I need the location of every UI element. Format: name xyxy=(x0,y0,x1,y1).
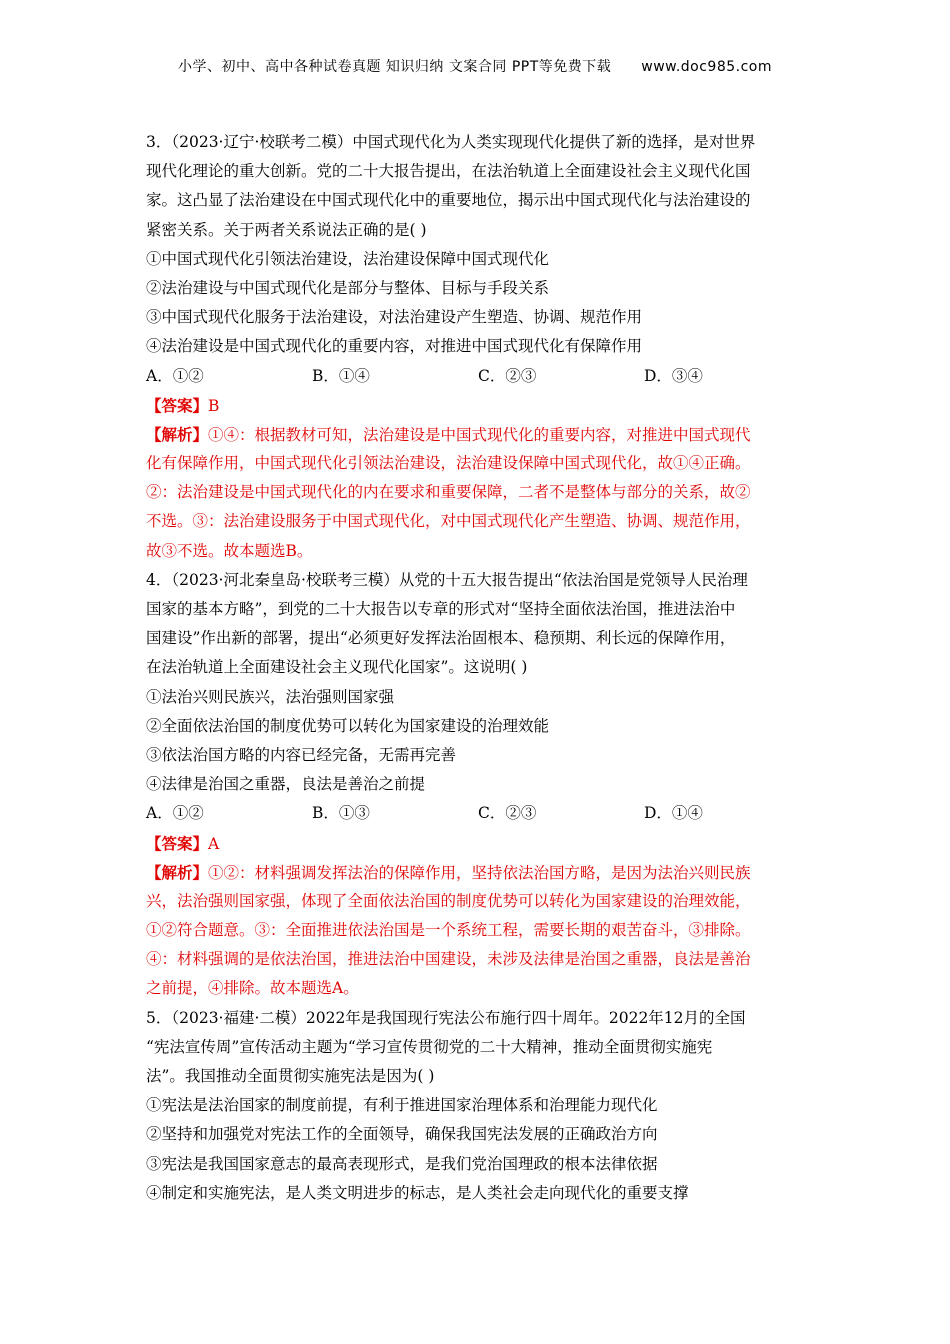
option-a: A．①② xyxy=(146,366,204,385)
question-stem-line: 3．（2023·辽宁·校联考二模）中国式现代化为人类实现现代化提供了新的选择，是对世界 xyxy=(146,133,756,151)
analysis-line: 之前提，④排除。故本题选A。 xyxy=(146,979,359,998)
answer-line xyxy=(146,829,816,858)
option-a: A．①② xyxy=(146,804,204,823)
answer-options xyxy=(146,362,816,391)
question-stem-line: 法”。我国推动全面贯彻实施宪法是因为( ) xyxy=(146,1067,435,1085)
analysis-line xyxy=(146,420,816,449)
answer-value: B xyxy=(208,396,220,415)
statement: ②坚持和加强党对宪法工作的全面领导，确保我国宪法发展的正确政治方向 xyxy=(146,1125,658,1144)
statement: ④法治建设是中国式现代化的重要内容，对推进中国式现代化有保障作用 xyxy=(146,337,643,356)
question-3 xyxy=(146,128,816,566)
question-stem-line: 现代化理论的重大创新。党的二十大报告提出，在法治轨道上全面建设社会主义现代化国 xyxy=(146,162,751,181)
question-stem-line: “宪法宣传周”宣传活动主题为“学习宣传贯彻党的二十大精神，推动全面贯彻实施宪 xyxy=(146,1037,713,1056)
answer-options xyxy=(146,799,816,828)
analysis-line: ②：法治建设是中国式现代化的内在要求和重要保障，二者不是整体与部分的关系，故② xyxy=(146,483,751,502)
question-stem-line: 在法治轨道上全面建设社会主义现代化国家”。这说明( ) xyxy=(146,658,528,677)
analysis-line: ④：材料强调的是依法治国，推进法治中国建设，未涉及法律是治国之重器，良法是善治 xyxy=(146,950,751,969)
header-site[interactable]: www.doc985.com xyxy=(641,59,773,75)
statement: ④法律是治国之重器，良法是善治之前提 xyxy=(146,775,426,794)
statement: ④制定和实施宪法，是人类文明进步的标志，是人类社会走向现代化的重要支撑 xyxy=(146,1183,689,1202)
page-header xyxy=(0,56,950,76)
statement: ②法治建设与中国式现代化是部分与整体、目标与手段关系 xyxy=(146,278,550,297)
question-stem-line: 5．（2023·福建·二模）2022年是我国现行宪法公布施行四十周年。2022年12月的全国 xyxy=(146,1008,746,1027)
analysis-text: ①④：根据教材可知，法治建设是中国式现代化的重要内容，对推进中国式现代 xyxy=(208,425,751,444)
analysis-line: 故③不选。故本题选B。 xyxy=(146,541,313,560)
question-stem-line: 国家的基本方略”，到党的二十大报告以专章的形式对“坚持全面依法治国，推进法治中 xyxy=(146,600,736,618)
header-text: 小学、初中、高中各种试卷真题 知识归纳 文案合同 PPT等免费下载 xyxy=(177,59,612,75)
statement: ①宪法是法治国家的制度前提，有利于推进国家治理体系和治理能力现代化 xyxy=(146,1096,658,1115)
analysis-tag: 【解析】 xyxy=(146,862,209,882)
document-body xyxy=(146,128,816,1208)
statement: ③中国式现代化服务于法治建设，对法治建设产生塑造、协调、规范作用 xyxy=(146,308,643,327)
analysis-text: ①②：材料强调发挥法治的保障作用，坚持依法治国方略，是因为法治兴则民族 xyxy=(208,863,751,882)
answer-value: A xyxy=(208,834,220,853)
analysis-tag: 【解析】 xyxy=(146,424,209,444)
answer-tag: 【答案】 xyxy=(146,395,209,415)
answer-tag: 【答案】 xyxy=(146,833,209,853)
statement: ③宪法是我国国家意志的最高表现形式，是我们党治国理政的根本法律依据 xyxy=(146,1154,658,1173)
analysis-line: 不选。③：法治建设服务于中国式现代化，对中国式现代化产生塑造、协调、规范作用， xyxy=(146,512,751,531)
question-stem-line: 4．（2023·河北秦皇岛·校联考三模）从党的十五大报告提出“依法治国是党领导人民治理 xyxy=(146,570,748,589)
answer-line xyxy=(146,391,816,420)
statement: ③依法治国方略的内容已经完备，无需再完善 xyxy=(146,745,457,764)
statement: ①中国式现代化引领法治建设，法治建设保障中国式现代化 xyxy=(146,249,550,268)
question-5 xyxy=(146,1004,816,1208)
question-stem-line: 紧密关系。关于两者关系说法正确的是( ) xyxy=(146,220,427,239)
statement: ①法治兴则民族兴，法治强则国家强 xyxy=(146,687,395,706)
question-stem-line: 家。这凸显了法治建设在中国式现代化中的重要地位，揭示出中国式现代化与法治建设的 xyxy=(146,191,751,210)
analysis-line xyxy=(146,858,816,887)
option-d: D．①④ xyxy=(644,804,703,823)
option-c: C．②③ xyxy=(478,366,537,385)
option-c: C．②③ xyxy=(478,804,537,823)
option-b: B．①③ xyxy=(312,804,370,823)
question-4 xyxy=(146,566,816,1004)
statement: ②全面依法治国的制度优势可以转化为国家建设的治理效能 xyxy=(146,716,550,735)
option-d: D．③④ xyxy=(644,366,703,385)
analysis-line: 化有保障作用，中国式现代化引领法治建设，法治建设保障中国式现代化，故①④正确。 xyxy=(146,454,751,473)
question-stem-line: 国建设”作出新的部署，提出“必须更好发挥法治固根本、稳预期、利长远的保障作用， xyxy=(146,629,736,648)
analysis-line: 兴，法治强则国家强，体现了全面依法治国的制度优势可以转化为国家建设的治理效能， xyxy=(146,891,751,910)
option-b: B．①④ xyxy=(312,366,370,385)
analysis-line: ①②符合题意。③：全面推进依法治国是一个系统工程，需要长期的艰苦奋斗，③排除。 xyxy=(146,921,751,940)
